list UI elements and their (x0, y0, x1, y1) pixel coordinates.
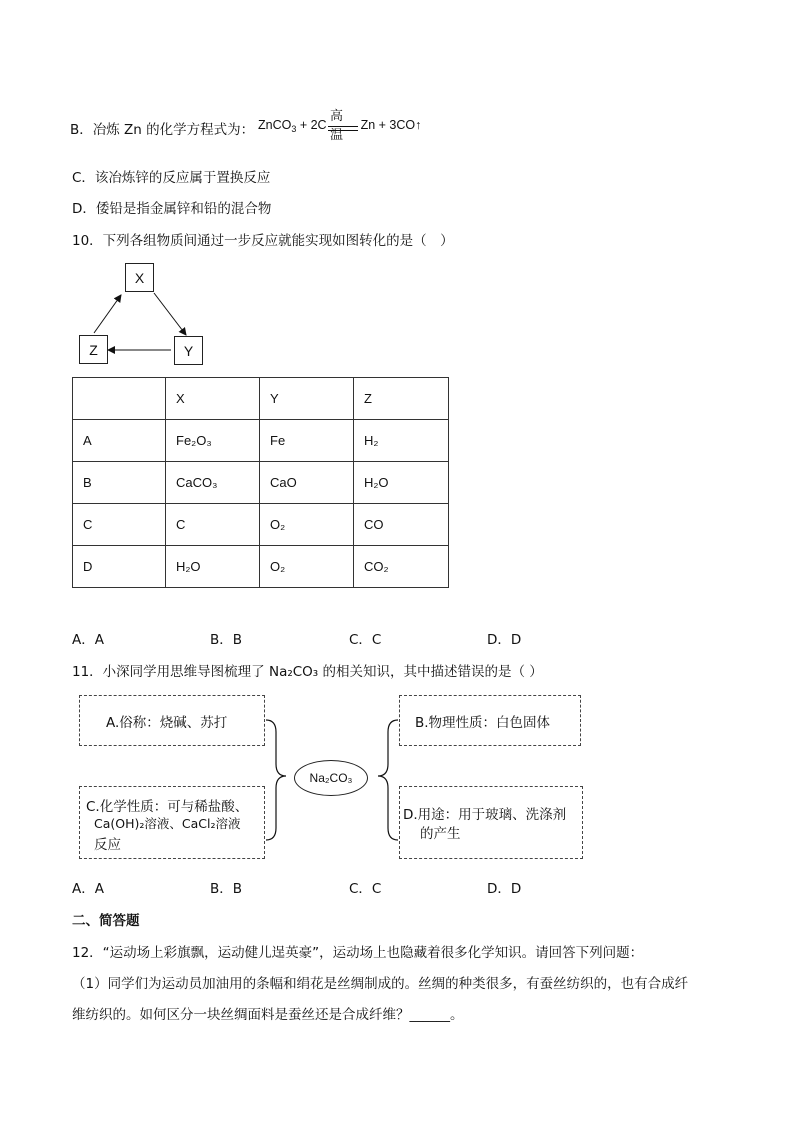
reaction-condition: 高温 (330, 109, 344, 143)
q11-choice-b[interactable]: B．B (210, 881, 243, 897)
table-row: B CaCO₃ CaO H₂O (73, 462, 449, 504)
arrow-z-to-x (94, 295, 121, 333)
mindmap-box-c: C.化学性质：可与稀盐酸、 Ca(OH)₂溶液、CaCl₂溶液 反应 (79, 786, 265, 859)
q10-stem: 10．下列各组物质间通过一步反应就能实现如图转化的是（ ） (72, 233, 454, 249)
option-d: D．倭铅是指金属锌和铅的混合物 (72, 201, 272, 217)
table-row: D H₂O O₂ CO₂ (73, 546, 449, 588)
table-row: A Fe₂O₃ Fe H₂ (73, 420, 449, 462)
q10-choice-a[interactable]: A．A (72, 632, 104, 648)
equals-sign (328, 126, 358, 131)
mindmap-center: Na₂CO₃ (294, 760, 368, 796)
mindmap-box-b: B.物理性质：白色固体 (399, 695, 581, 746)
q11-choice-d[interactable]: D．D (487, 881, 522, 897)
q11-stem: 11．小深同学用思维导图梳理了 Na₂CO₃ 的相关知识，其中描述错误的是（ ） (72, 664, 543, 680)
right-brace (378, 720, 398, 840)
left-brace (266, 720, 286, 840)
node-y: Y (174, 336, 203, 365)
node-x: X (125, 263, 154, 292)
q10-choice-d[interactable]: D．D (487, 632, 522, 648)
node-z: Z (79, 335, 108, 364)
mindmap-box-d: D.用途：用于玻璃、洗涤剂 的产生 (399, 786, 583, 859)
q11-choice-c[interactable]: C．C (349, 881, 382, 897)
option-b-label: B．冶炼 Zn 的化学方程式为： (70, 122, 255, 138)
option-c: C．该冶炼锌的反应属于置换反应 (72, 170, 271, 186)
q10-choice-b[interactable]: B．B (210, 632, 243, 648)
arrow-x-to-y (154, 293, 186, 335)
equation: ZnCO$_3$ + 2C Zn + 3CO↑ (258, 118, 422, 134)
q10-table (72, 377, 449, 588)
table-row: C C O₂ CO (73, 504, 449, 546)
q12-stem: 12．“运动场上彩旗飘，运动健儿逞英豪”，运动场上也隐藏着很多化学知识。请回答下列问题： (72, 945, 644, 961)
q12-part1-line1: （1）同学们为运动员加油用的条幅和绢花是丝绸制成的。丝绸的种类很多，有蚕丝纺织的，也有合成纤 (72, 976, 689, 992)
q11-choice-a[interactable]: A．A (72, 881, 104, 897)
section-heading: 二、简答题 (72, 913, 140, 929)
q12-part1-line2: 维纺织的。如何区分一块丝绸面料是蚕丝还是合成纤维？______。 (72, 1007, 464, 1023)
table-header-row: X Y Z (73, 378, 449, 420)
mindmap-box-a: A.俗称：烧碱、苏打 (79, 695, 265, 746)
q10-choice-c[interactable]: C．C (349, 632, 382, 648)
